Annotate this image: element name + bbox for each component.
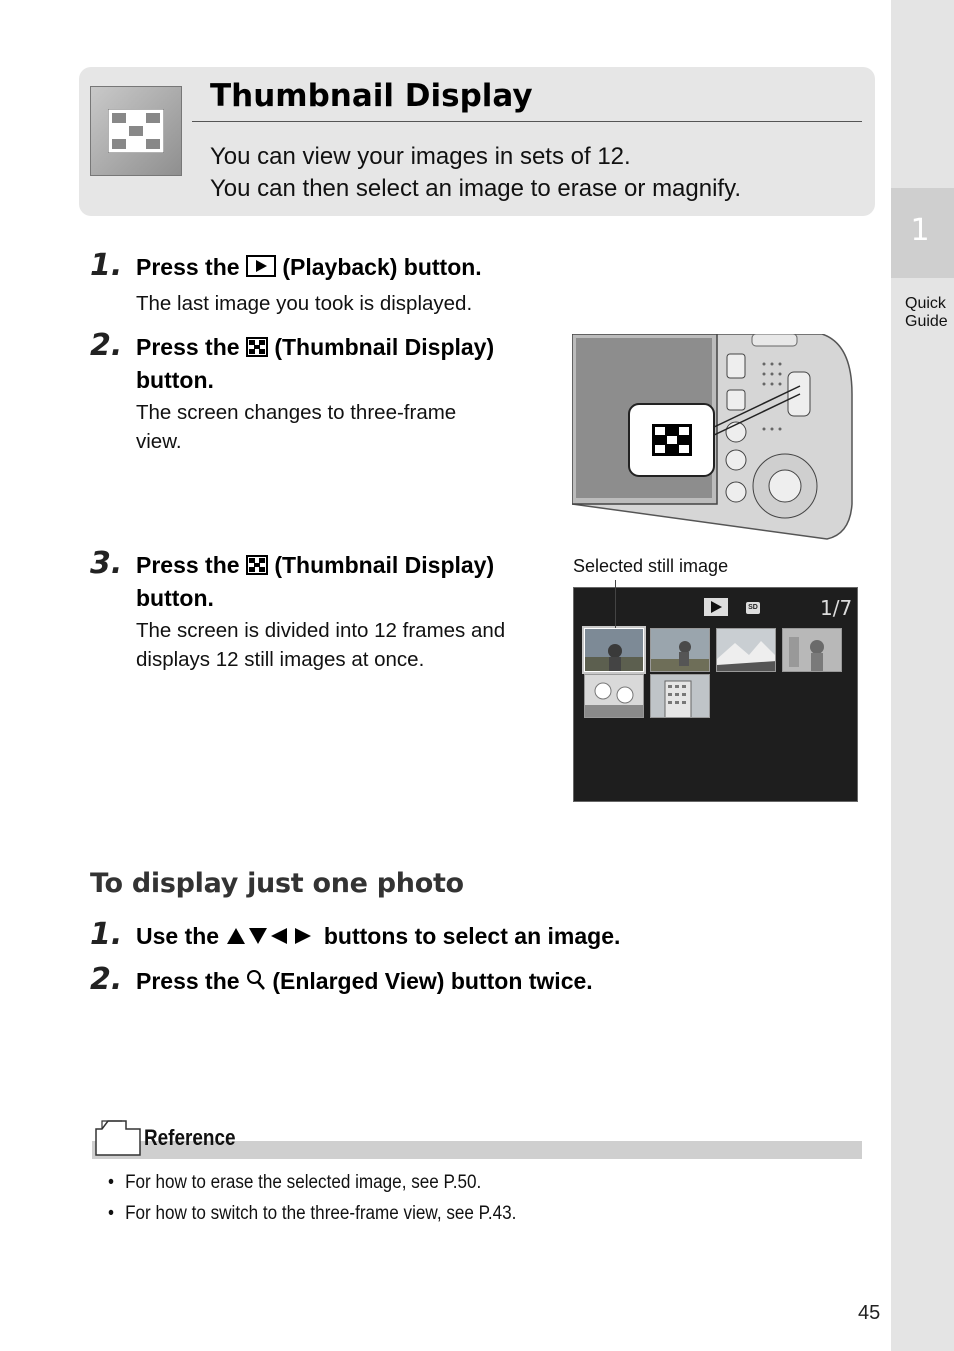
- side-tab: [891, 0, 954, 1351]
- sub-step-2-number: 2.: [90, 962, 123, 997]
- selected-image-pointer: [615, 580, 616, 628]
- thumbnail[interactable]: [584, 674, 644, 718]
- title-rule: [192, 121, 862, 122]
- magnifier-icon: [246, 968, 266, 999]
- subsection-title: To display just one photo: [90, 868, 464, 899]
- step-1-description: The last image you took is displayed.: [136, 292, 473, 315]
- page-number: 45: [858, 1302, 881, 1324]
- step-2-number: 2.: [90, 328, 123, 363]
- selected-image-label: Selected still image: [573, 556, 729, 576]
- sd-card-icon: SD: [746, 602, 760, 614]
- step-2-description-line-1: The screen changes to three-frame: [136, 401, 457, 424]
- page-title: Thumbnail Display: [210, 78, 533, 114]
- thumbnail-icon: [246, 334, 268, 365]
- step-1-title: Press the (Playback) button.: [136, 252, 482, 285]
- step-1-number: 1.: [90, 248, 123, 283]
- sub-step-1-number: 1.: [90, 917, 123, 952]
- reference-label: Reference: [144, 1125, 236, 1150]
- thumbnail-button-icon: [652, 424, 692, 456]
- chapter-number: 1: [910, 213, 930, 248]
- arrow-buttons-icon: [225, 923, 317, 954]
- step-2-description-line-2: view.: [136, 430, 182, 453]
- playback-mode-icon: [704, 598, 728, 616]
- step-3-description-line-1: The screen is divided into 12 frames and: [136, 619, 506, 642]
- folder-icon: [94, 1117, 142, 1157]
- reference-item: • For how to switch to the three-frame view, see P.43.: [108, 1203, 517, 1224]
- step-2-title: Press the (Thumbnail Display) button.: [136, 334, 495, 393]
- reference-item: • For how to erase the selected image, see P.50.: [108, 1172, 482, 1193]
- sub-step-2-title: Press the (Enlarged View) button twice.: [136, 966, 593, 999]
- playback-icon: [246, 254, 276, 285]
- header-description-line-1: You can view your images in sets of 12.: [210, 143, 631, 170]
- image-counter: 1/7: [820, 596, 853, 620]
- step-3-description-line-2: displays 12 still images at once.: [136, 648, 425, 671]
- camera-illustration: [572, 334, 854, 542]
- thumbnail-grid-icon: [90, 86, 182, 176]
- thumbnail-icon: [246, 552, 268, 583]
- chapter-label: Quick Guide: [905, 295, 948, 330]
- step-3-title: Press the (Thumbnail Display) button.: [136, 552, 495, 611]
- thumbnail[interactable]: [650, 628, 710, 672]
- thumbnail-selected[interactable]: [584, 628, 644, 672]
- thumbnail[interactable]: [716, 628, 776, 672]
- header-description-line-2: You can then select an image to erase or magnify.: [210, 175, 741, 202]
- step-3-number: 3.: [90, 546, 123, 581]
- thumbnail[interactable]: [650, 674, 710, 718]
- thumbnail[interactable]: [782, 628, 842, 672]
- sub-step-1-title: Use the buttons to select an image.: [136, 921, 620, 954]
